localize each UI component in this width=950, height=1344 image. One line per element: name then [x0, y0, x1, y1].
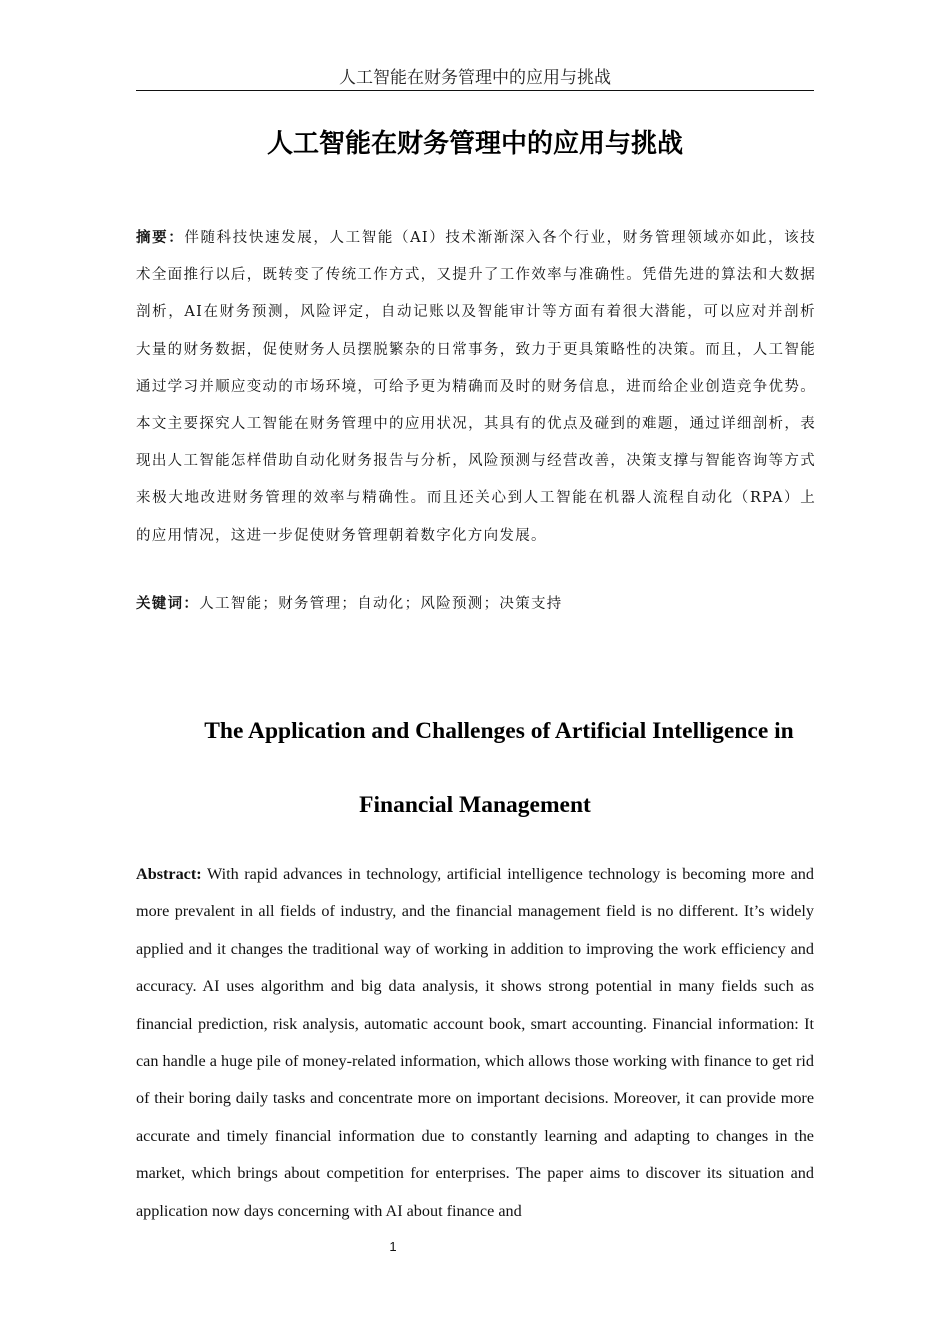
chinese-abstract — [136, 220, 816, 555]
chinese-abstract-label: 摘要： — [136, 230, 185, 246]
english-abstract — [136, 856, 814, 1230]
english-title-line-2: Financial Management — [359, 792, 591, 818]
chinese-keywords-text: 人工智能；财务管理；自动化；风险预测；决策支持 — [199, 596, 563, 612]
english-title — [136, 694, 814, 842]
english-title-line-1: The Application and Challenges of Artificial Intelligence in — [204, 718, 794, 744]
english-abstract-text: With rapid advances in technology, artificial intelligence technology is becoming more and more prevalent in all fields of industry, and the financial management field is no different. It’s widely applied and it changes the traditional way of working in addition to improving the work efficiency and accuracy. AI uses algorithm and big data analysis, it shows strong potential in many fields such as financial prediction, risk analysis, automatic account book, smart accounting. Financial information: It can handle a huge pile of money-related information, which allows those working with finance to get rid of their boring daily tasks and concentrate more on important decisions. Moreover, it can provide more accurate and timely financial information due to constantly learning and adapting to changes in the market, which brings about competition for enterprises. The paper aims to discover its situation and application now days concerning with AI about finance and — [136, 865, 814, 1220]
running-header: 人工智能在财务管理中的应用与挑战 — [136, 66, 814, 91]
english-abstract-label: Abstract: — [136, 865, 202, 883]
page-number: 1 — [389, 1239, 397, 1254]
chinese-keywords-label: 关键词： — [136, 596, 200, 612]
chinese-abstract-text: 伴随科技快速发展，人工智能（AI）技术渐渐深入各个行业，财务管理领域亦如此，该技术全面推行以后，既转变了传统工作方式，又提升了工作效率与准确性。凭借先进的算法和大数据剖析，AI在财务预测，风险评定，自动记账以及智能审计等方面有着很大潜能，可以应对并剖析大量的财务数据，促使财务人员摆脱繁杂的日常事务，致力于更具策略性的决策。而且，人工智能通过学习并顺应变动的市场环境，可给予更为精确而及时的财务信息，进而给企业创造竞争优势。本文主要探究人工智能在财务管理中的应用状况，其具有的优点及碰到的难题，通过详细剖析，表现出人工智能怎样借助自动化财务报告与分析，风险预测与经营改善，决策支撑与智能咨询等方式来极大地改进财务管理的效率与精确性。而且还关心到人工智能在机器人流程自动化（RPA）上的应用情况，这进一步促使财务管理朝着数字化方向发展。 — [136, 230, 816, 544]
chinese-title: 人工智能在财务管理中的应用与挑战 — [266, 129, 683, 159]
chinese-keywords — [136, 590, 816, 618]
